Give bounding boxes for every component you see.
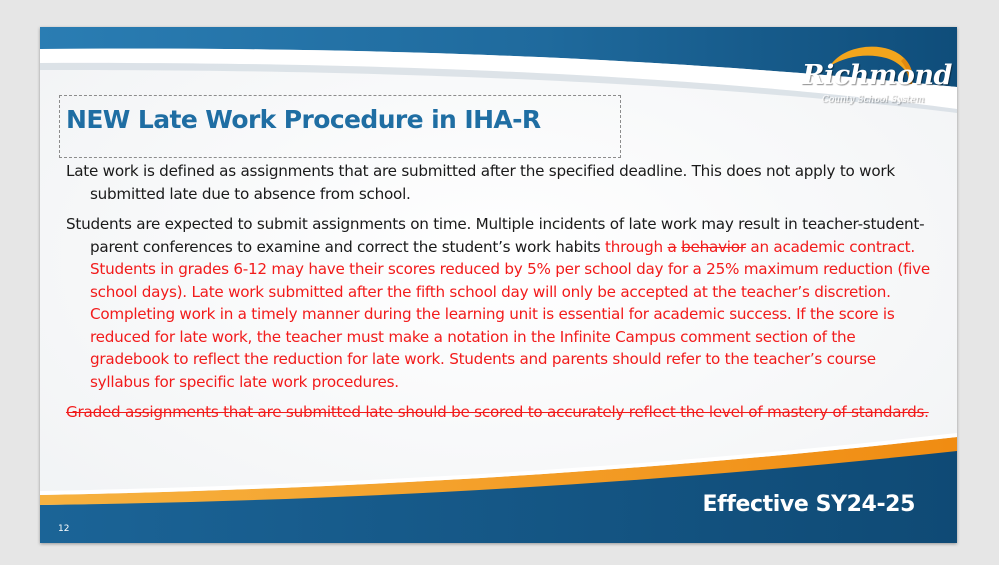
slide-body[interactable] [66,160,936,432]
paragraph-deleted-graded-assignments: Graded assignments that are submitted late should be scored to accurately reflect the level of mastery of standards. [66,403,929,421]
slide [40,27,957,543]
effective-date-label: Effective SY24-25 [702,492,915,517]
slide-number: 12 [58,524,70,534]
slide-title: NEW Late Work Procedure in IHA-R [66,105,541,134]
richmond-logo [800,42,952,112]
deleted-text: behavior [681,237,746,256]
inserted-text: an academic contract. Students in grades 6-12 may have their scores reduced by 5% per school day for a 25% maximum reduction (five school days). Late work submitted after the fifth school day will only be accepted at the teacher’s discretion. Completing work in a timely manner during the learning unit is essential for academic success. If the score is reduced for late work, the teacher must make a notation in the Infinite Campus comment section of the gradebook to reflect the reduction for late work. Students and parents should refer to the teacher’s course syllabus for specific late work procedures. [90,237,930,391]
inserted-text: through [605,237,668,256]
paragraph-expectations [66,213,936,393]
deleted-text: a [667,237,677,256]
logo-name: Richmond [802,60,952,91]
logo-subtitle: County School System [822,95,925,105]
paragraph-late-work-definition: Late work is defined as assignments that are submitted after the specified deadline. This does not apply to work submitted late due to absence from school. [66,162,895,203]
expectations-text: Students are expected to submit assignments on time. Multiple incidents of late work may result in teacher-student-parent conferences to examine and correct the student’s work habits [66,215,925,256]
